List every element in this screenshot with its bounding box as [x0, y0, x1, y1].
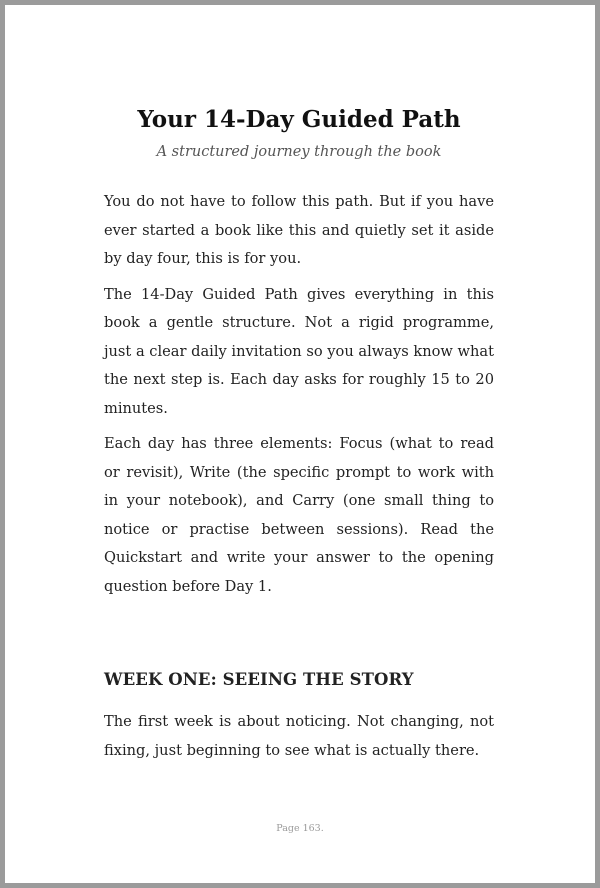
- body-paragraph-2: The 14-Day Guided Path gives everything in this book a gentle structure. Not a rigid programme, just a clear daily invitation so you always know what the next step is. Each day asks for roughly 15 to 20 minutes.: [104, 285, 494, 417]
- section-paragraph: The first week is about noticing. Not changing, not fixing, just beginning to see what is actually there.: [104, 713, 494, 759]
- document-page: [5, 5, 595, 883]
- page-number: Page 163.: [276, 823, 324, 834]
- body-paragraph-3: Each day has three elements: Focus (what to read or revisit), Write (the specific prompt to work with in your notebook), and Carry (one small thing to notice or practise between sessions). Read the Quickstart and write your answer to the opening question before Day 1.: [104, 435, 494, 595]
- page-content: [104, 104, 494, 765]
- body-paragraph-1: You do not have to follow this path. But if you have ever started a book like this and quietly set it aside by day four, this is for you.: [104, 193, 494, 267]
- section-heading: WEEK ONE: SEEING THE STORY: [104, 670, 414, 689]
- page-title: Your 14-Day Guided Path: [137, 106, 461, 133]
- page-subtitle: A structured journey through the book: [156, 144, 442, 160]
